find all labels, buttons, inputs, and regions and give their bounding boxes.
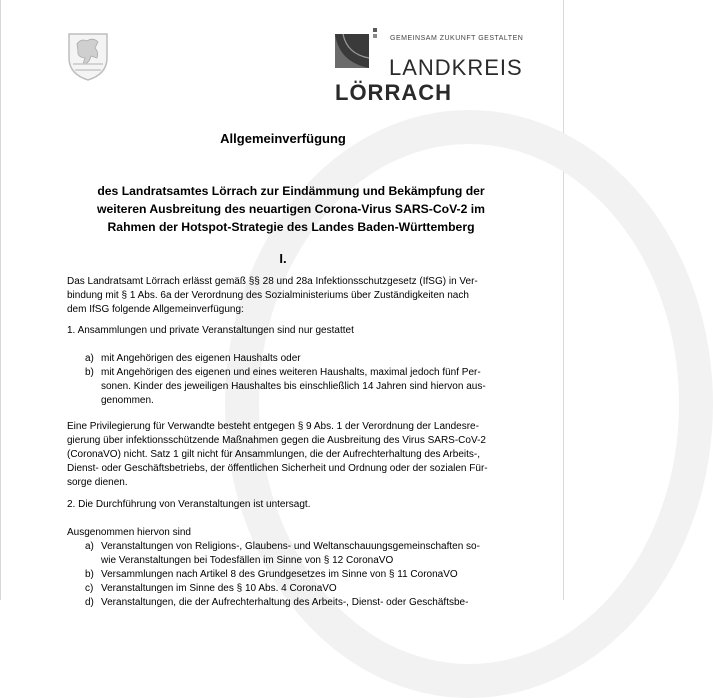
point-1-list	[85, 352, 505, 408]
subtitle-line: weiteren Ausbreitung des neuartigen Corona-Virus SARS-CoV-2 im	[96, 202, 486, 216]
logo-loerrach-text: LÖRRACH	[335, 80, 452, 105]
list-item-label: b)	[85, 569, 94, 580]
list-item-label: a)	[85, 353, 94, 364]
text-line: (CoronaVO) nicht. Satz 1 gilt nicht für Ansammlungen, die der Aufrechterhaltung des Arbeits-,	[67, 449, 480, 460]
landkreis-logo-icon	[335, 28, 379, 68]
point-2-heading: 2. Die Durchführung von Veranstaltungen ist untersagt.	[67, 499, 311, 510]
list-item-label: b)	[85, 367, 94, 378]
list-item	[85, 366, 505, 408]
list-item	[85, 540, 505, 568]
logo-slogan: GEMEINSAM ZUKUNFT GESTALTEN	[390, 35, 524, 42]
point-2-list	[85, 540, 505, 610]
text-line: Dienst- oder Geschäftsbetriebs, der öffentlichen Sicherheit und Ordnung oder der sozialen Für-	[67, 463, 488, 474]
text-line: mit Angehörigen des eigenen und eines weiteren Haushalts, maximal jedoch fünf Per-	[101, 367, 481, 378]
text-line: mit Angehörigen des eigenen Haushalts oder	[101, 353, 301, 364]
list-item-label: c)	[85, 583, 94, 594]
logo-landkreis-text: LANDKREIS	[389, 55, 523, 80]
text-line: Veranstaltungen, die der Aufrechterhaltung des Arbeits-, Dienst- oder Geschäftsbe-	[101, 597, 469, 608]
subtitle-line: Rahmen der Hotspot-Strategie des Landes Baden-Württemberg	[107, 220, 475, 234]
text-line: genommen.	[101, 395, 154, 406]
list-item	[85, 596, 505, 610]
list-item-text	[101, 582, 505, 596]
document-subtitle	[71, 182, 511, 236]
point-1-heading: 1. Ansammlungen und private Veranstaltungen sind nur gestattet	[67, 325, 354, 336]
privileg-paragraph	[67, 420, 507, 490]
text-line: wie Veranstaltungen bei Todesfällen im Sinne von § 12 CoronaVO	[101, 555, 394, 566]
text-line: bindung mit § 1 Abs. 6a der Verordnung des Sozialministeriums über Zuständigkeiten nach	[67, 290, 469, 301]
text-line: Versammlungen nach Artikel 8 des Grundgesetzes im Sinne von § 11 CoronaVO	[101, 569, 458, 580]
text-line: Veranstaltungen im Sinne des § 10 Abs. 4 CoronaVO	[101, 583, 337, 594]
list-item-text	[101, 568, 505, 582]
text-line: Eine Privilegierung für Verwandte besteht entgegen § 9 Abs. 1 der Verordnung der Landesre-	[67, 421, 479, 432]
document-title: Allgemeinverfügung	[220, 131, 346, 146]
intro-paragraph	[67, 275, 507, 317]
section-number: I.	[279, 251, 287, 266]
text-line: sonen. Kinder des jeweiligen Haushaltes bis einschließlich 14 Jahren sind hiervon aus-	[101, 381, 486, 392]
list-item-text	[101, 540, 505, 568]
list-item-label: d)	[85, 597, 94, 608]
text-line: Das Landratsamt Lörrach erlässt gemäß §§ 28 und 28a Infektionsschutzgesetz (IfSG) in Ver-	[67, 276, 478, 287]
list-item	[85, 582, 505, 596]
list-item	[85, 352, 505, 366]
text-line: Veranstaltungen von Religions-, Glaubens- und Weltanschauungsgemeinschaften so-	[101, 541, 480, 552]
coat-of-arms-icon	[67, 30, 109, 82]
list-item-text	[101, 596, 505, 610]
text-line: gierung über infektionsschützende Maßnahmen gegen die Ausbreitung des Virus SARS-CoV-2	[67, 435, 486, 446]
exceptions-intro: Ausgenommen hiervon sind	[67, 527, 191, 538]
list-item-label: a)	[85, 541, 94, 552]
list-item-text	[101, 366, 505, 408]
list-item	[85, 568, 505, 582]
text-line: dem IfSG folgende Allgemeinverfügung:	[67, 304, 244, 315]
text-line: sorge dienen.	[67, 477, 128, 488]
subtitle-line: des Landratsamtes Lörrach zur Eindämmung und Bekämpfung der	[97, 184, 485, 198]
list-item-text	[101, 352, 505, 366]
